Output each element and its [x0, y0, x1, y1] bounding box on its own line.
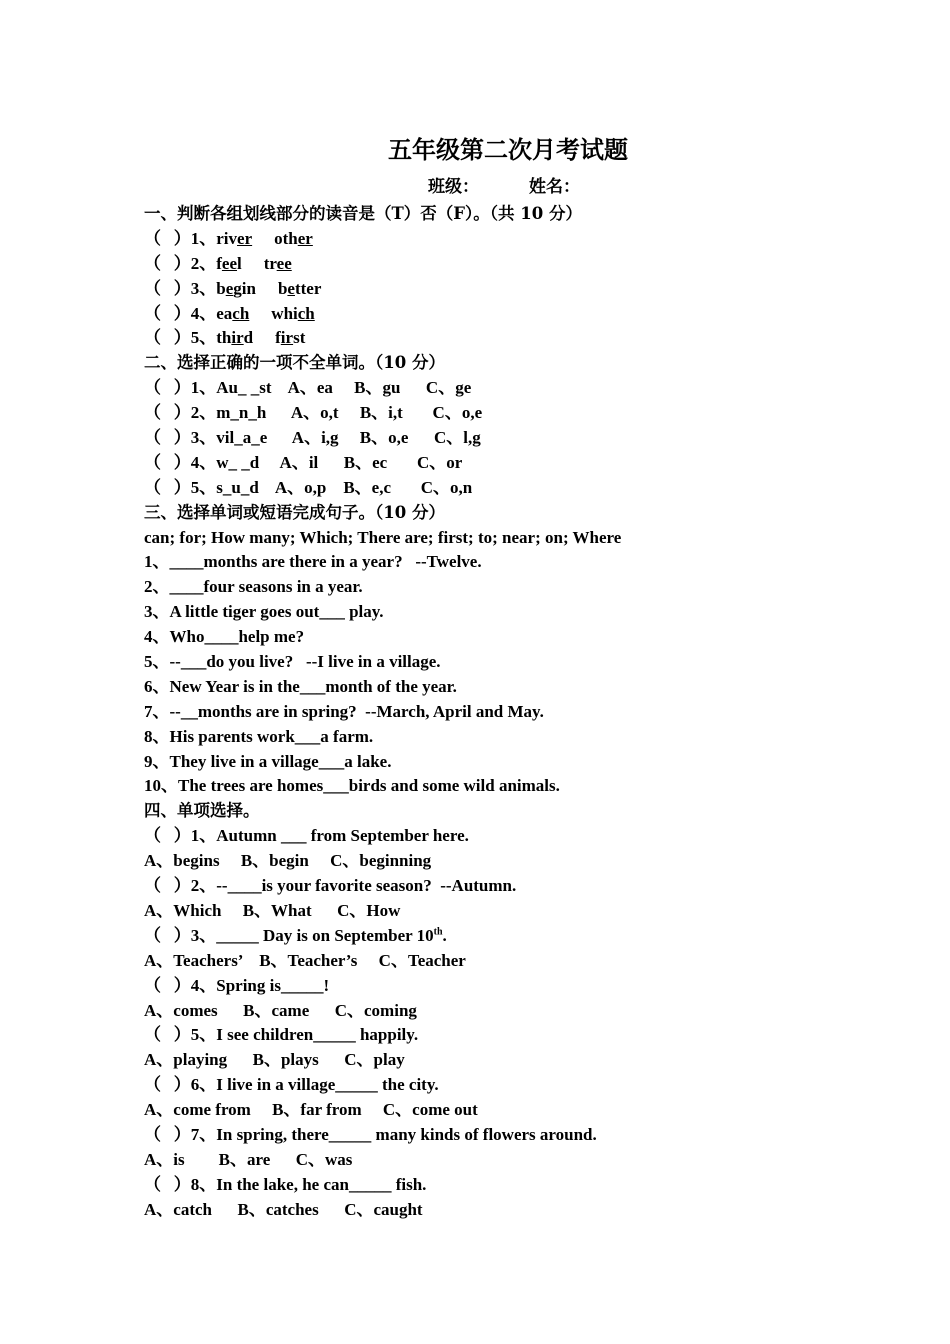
section3-item: 3、A little tiger goes out___ play. — [144, 602, 384, 622]
options-line: A、come from B、far from C、come out — [144, 1100, 478, 1120]
word-1: feel — [216, 253, 242, 273]
section2-item — [144, 376, 864, 401]
underlined-part: e — [287, 278, 295, 298]
student-info — [144, 172, 864, 202]
section3-list — [144, 550, 864, 799]
section3-item: 1、____months are there in a year? --Twelve. — [144, 552, 482, 572]
exam-page — [144, 128, 864, 1223]
word-1: each — [216, 303, 250, 323]
section1-heading: 一、判断各组划线部分的读音是（T）否（F）。（共 10 分） — [144, 204, 582, 223]
answer-bracket: （ ） — [144, 253, 191, 273]
section3-item: 9、They live in a village___a lake. — [144, 751, 392, 771]
answer-bracket: （ ） — [144, 403, 191, 423]
section2-list — [144, 376, 864, 500]
item-text: 1、Au_ _st A、ea B、gu C、ge — [190, 378, 472, 398]
section2-item — [144, 426, 864, 451]
options-line: A、comes B、came C、coming — [144, 1000, 417, 1020]
section3-heading: 三、选择单词或短语完成句子。（10 分） — [144, 502, 445, 522]
word-2: which — [271, 303, 315, 323]
word-1: third — [216, 328, 254, 348]
section1-item — [144, 326, 864, 351]
question-line — [144, 924, 864, 949]
question-end: . — [442, 925, 447, 945]
answer-bracket: （ ） — [144, 303, 191, 323]
underlined-part: ee — [221, 253, 238, 273]
answer-bracket: （ ） — [144, 452, 191, 472]
question-line — [144, 824, 864, 849]
section3-item: 2、____four seasons in a year. — [144, 577, 363, 597]
options-line: A、catch B、catches C、caught — [144, 1199, 423, 1219]
word-2: other — [274, 228, 313, 248]
word-1: river — [216, 228, 253, 248]
section1-item — [144, 227, 864, 252]
word-2: first — [275, 328, 306, 348]
item-text: 3、vil_a_e A、i,g B、o,e C、l,g — [190, 428, 481, 448]
question-line — [144, 1023, 864, 1048]
word-2: tree — [263, 253, 292, 273]
item-number: 3、 — [190, 278, 217, 298]
section2-item — [144, 401, 864, 426]
section3-item: 7、--__months are in spring? --March, April and May. — [144, 701, 544, 721]
section3-item: 5、--___do you live? --I live in a village. — [144, 652, 441, 672]
question-line — [144, 874, 864, 899]
section2-item — [144, 476, 864, 501]
answer-bracket: （ ） — [144, 378, 191, 398]
question-line — [144, 974, 864, 999]
underlined-part: ir — [280, 328, 294, 348]
question-line — [144, 1073, 864, 1098]
question-text: （ ）2、--____is your favorite season? --Autumn. — [144, 876, 517, 896]
question-text: （ ）6、I live in a village_____ the city. — [144, 1075, 439, 1095]
section3-item: 6、New Year is in the___month of the year. — [144, 676, 457, 696]
section1-item — [144, 277, 864, 302]
options-line: A、Teachers’ B、Teacher’s C、Teacher — [144, 950, 466, 970]
section1-item — [144, 252, 864, 277]
word-bank: can; for; How many; Which; There are; first; to; near; on; Where — [144, 527, 622, 547]
question-text: （ ）5、I see children_____ happily. — [144, 1025, 419, 1045]
word-1: begin — [216, 278, 256, 298]
class-label: 班级： — [428, 177, 479, 197]
section1-list — [144, 227, 864, 351]
item-number: 2、 — [190, 253, 217, 273]
underlined-part: e — [225, 278, 234, 298]
item-text: 2、m_n_h A、o,t B、i,t C、o,e — [190, 403, 483, 423]
section3-item: 8、His parents work___a farm. — [144, 726, 374, 746]
options-line: A、begins B、begin C、beginning — [144, 851, 432, 871]
section2-heading: 二、选择正确的一项不全单词。（10 分） — [144, 353, 445, 373]
answer-bracket: （ ） — [144, 278, 191, 298]
underlined-part: ir — [231, 328, 244, 348]
superscript: th — [433, 926, 443, 938]
name-label: 姓名： — [529, 177, 580, 197]
options-line: A、Which B、What C、How — [144, 900, 401, 920]
item-number: 1、 — [190, 228, 217, 248]
section2-item — [144, 451, 864, 476]
answer-bracket: （ ） — [144, 328, 191, 348]
exam-title: 五年级第二次月考试题 — [388, 135, 628, 164]
options-line: A、is B、are C、was — [144, 1149, 353, 1169]
question-text: （ ）8、In the lake, he can_____ fish. — [144, 1174, 427, 1194]
question-text: （ ）7、In spring, there_____ many kinds of flowers around. — [144, 1124, 597, 1144]
underlined-part: er — [237, 228, 253, 248]
answer-bracket: （ ） — [144, 477, 191, 497]
section3-item: 10、The trees are homes___birds and some wild animals. — [144, 776, 560, 796]
item-number: 4、 — [190, 303, 217, 323]
underlined-part: ch — [232, 303, 250, 323]
underlined-part: ch — [297, 303, 315, 323]
question-text: （ ）1、Autumn ___ from September here. — [144, 826, 469, 846]
section1-item — [144, 302, 864, 327]
section4-heading: 四、单项选择。 — [144, 801, 260, 821]
question-text: （ ）4、Spring is_____! — [144, 975, 330, 995]
underlined-part: er — [297, 228, 313, 248]
question-line — [144, 1123, 864, 1148]
options-line: A、playing B、plays C、play — [144, 1050, 405, 1070]
section4-list — [144, 824, 864, 1222]
answer-bracket: （ ） — [144, 428, 191, 448]
question-line — [144, 1173, 864, 1198]
item-text: 5、s_u_d A、o,p B、e,c C、o,n — [190, 477, 473, 497]
word-2: better — [277, 278, 322, 298]
question-text: （ ）3、_____ Day is on September 10 — [144, 925, 434, 945]
underlined-part: ee — [276, 253, 292, 273]
section3-item: 4、Who____help me? — [144, 627, 305, 647]
item-text: 4、w_ _d A、il B、ec C、or — [190, 452, 463, 472]
answer-bracket: （ ） — [144, 228, 191, 248]
item-number: 5、 — [190, 328, 217, 348]
